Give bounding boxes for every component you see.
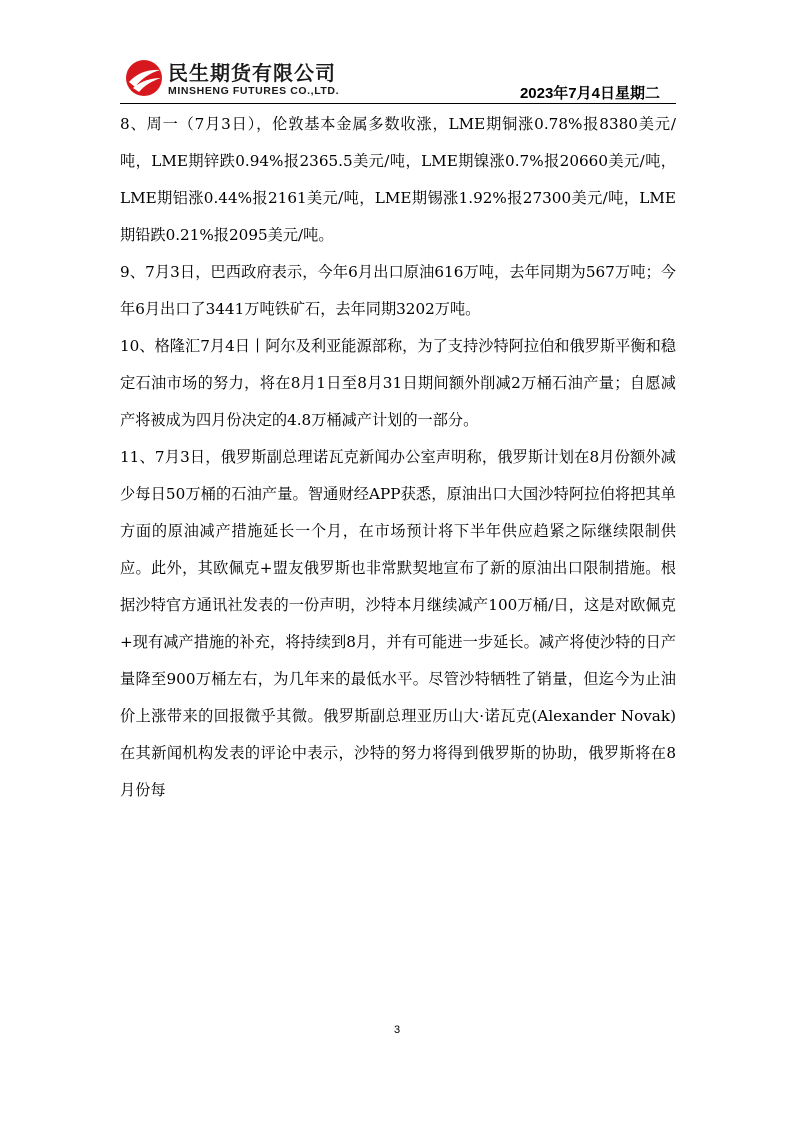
page-number: 3 <box>393 1024 401 1036</box>
company-logo <box>120 56 370 100</box>
news-item-10: 10、格隆汇7月4日丨阿尔及利亚能源部称，为了支持沙特阿拉伯和俄罗斯平衡和稳定石油市场的努力，将在8月1日至8月31日期间额外削减2万桶石油产量；自愿减产将被成为四月份决定的4.8万桶减产计划的一部分。 <box>120 337 676 429</box>
company-name-en: MINSHENG FUTURES CO.,LTD. <box>168 85 340 97</box>
header-divider <box>120 103 676 104</box>
company-name-cn: 民生期货有限公司 <box>168 61 336 85</box>
report-date: 2023年7月4日星期二 <box>519 85 660 102</box>
page-header <box>120 50 676 104</box>
minsheng-logo-icon <box>124 58 164 98</box>
news-body <box>120 106 676 809</box>
news-item-9: 9、7月3日，巴西政府表示，今年6月出口原油616万吨，去年同期为567万吨；今年6月出口了3441万吨铁矿石，去年同期3202万吨。 <box>120 263 676 318</box>
news-item-11: 11、7月3日，俄罗斯副总理诺瓦克新闻办公室声明称，俄罗斯计划在8月份额外减少每日50万桶的石油产量。智通财经APP获悉，原油出口大国沙特阿拉伯将把其单方面的原油减产措施延长一个月，在市场预计将下半年供应趋紧之际继续限制供应。此外，其欧佩克+盟友俄罗斯也非常默契地宣布了新的原油出口限制措施。根据沙特官方通讯社发表的一份声明，沙特本月继续减产100万桶/日，这是对欧佩克+现有减产措施的补充，将持续到8月，并有可能进一步延长。减产将使沙特的日产量降至900万桶左右，为几年来的最低水平。尽管沙特牺牲了销量，但迄今为止油价上涨带来的回报微乎其微。俄罗斯副总理亚历山大·诺瓦克(Alexander Novak)在其新闻机构发表的评论中表示，沙特的努力将得到俄罗斯的协助，俄罗斯将在8月份每 <box>120 448 676 799</box>
news-item-8: 8、周一（7月3日），伦敦基本金属多数收涨，LME期铜涨0.78%报8380美元/吨，LME期锌跌0.94%报2365.5美元/吨，LME期镍涨0.7%报20660美元/吨，LME期铝涨0.44%报2161美元/吨，LME期锡涨1.92%报27300美元/吨，LME期铅跌0.21%报2095美元/吨。 <box>120 115 676 244</box>
